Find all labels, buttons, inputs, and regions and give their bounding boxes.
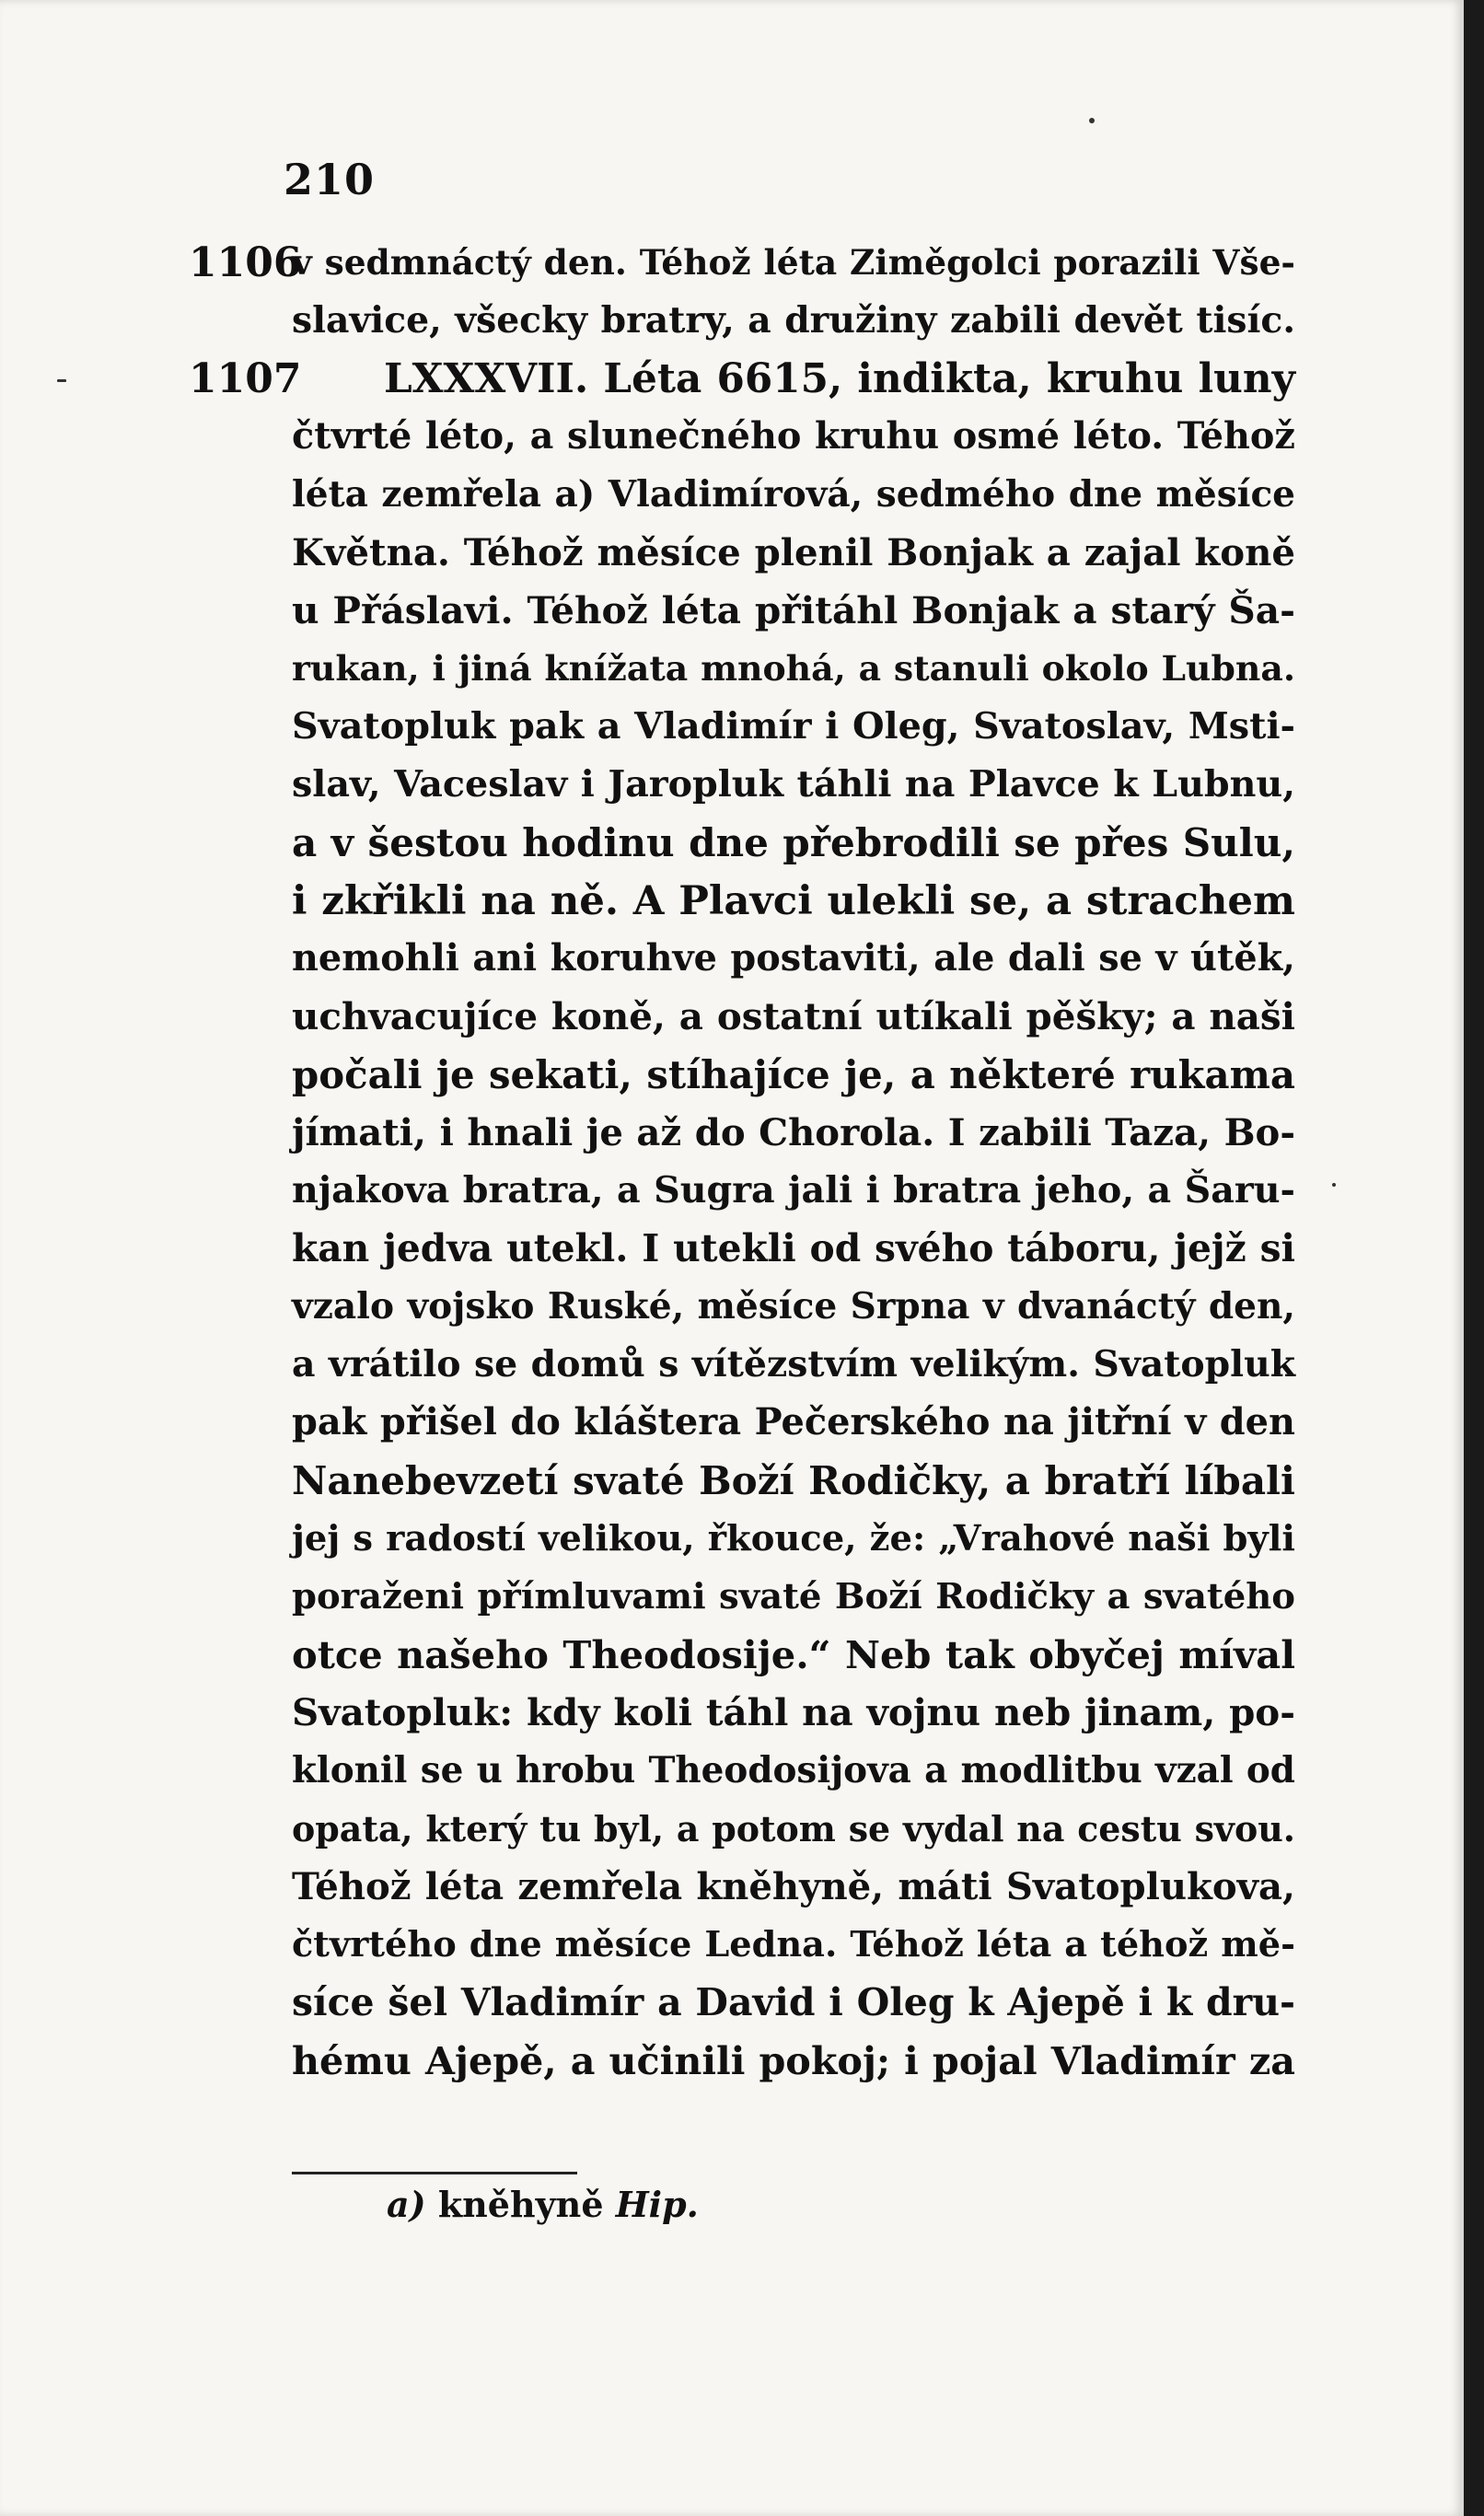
text-line: vzalo vojsko Ruské, měsíce Srpna v dvanáctý den, [292,1285,1295,1328]
text-line: Svatopluk: kdy koli táhl na vojnu neb jinam, po- [292,1690,1295,1734]
text-line: a v šestou hodinu dne přebrodili se přes Sulu, [292,819,1295,865]
text-line: slavice, všecky bratry, a družiny zabili devět tisíc. [292,299,1295,342]
text-line: jímati, i hnali je až do Chorola. I zabili Taza, Bo- [292,1111,1295,1154]
text-line: klonil se u hrobu Theodosijova a modlitbu vzal od [292,1749,1295,1791]
text-line: uchvacujíce koně, a ostatní utíkali pěšky; a naši [292,994,1295,1038]
text-line: počali je sekati, stíhajíce je, a některé rukama [292,1052,1295,1097]
paper-speck [1089,118,1095,123]
text-line: slav, Vaceslav i Jaropluk táhli na Plavce k Lubnu, [292,763,1295,806]
footnote-source: Hip. [615,2184,699,2225]
margin-year-1107: 1107 [189,355,302,402]
text-line: Května. Téhož měsíce plenil Bonjak a zajal koně [292,531,1295,574]
footnote-text: kněhyně [437,2184,604,2225]
page-edge-shadow [1464,0,1484,2516]
text-line: Nanebevzetí svaté Boží Rodičky, a bratří líbali [292,1458,1295,1503]
text-line: Svatopluk pak a Vladimír i Oleg, Svatoslav, Msti- [292,705,1295,748]
text-line: otce našeho Theodosije.“ Neb tak obyčej míval [292,1632,1295,1677]
text-line: poraženi přímluvami svaté Boží Rodičky a svatého [292,1576,1295,1617]
text-line: LXXXVII. Léta 6615, indikta, kruhu luny [384,355,1295,402]
text-line: a vrátilo se domů s vítězstvím velikým. Svatopluk [292,1343,1295,1386]
text-line: v sedmnáctý den. Téhož léta Ziměgolci porazili Vše- [292,242,1295,283]
text-line: síce šel Vladimír a David i Oleg k Ajepě i k dru- [292,1980,1295,2024]
text-line: nemohli ani koruhve postaviti, ale dali se v útěk, [292,937,1295,980]
margin-year-1106: 1106 [189,239,302,286]
paper-speck [1332,1183,1336,1187]
text-line: u Přáslavi. Téhož léta přitáhl Bonjak a starý Ša- [292,588,1295,632]
text-line: hému Ajepě, a učinili pokoj; i pojal Vladimír za [292,2038,1295,2083]
text-line: njakova bratra, a Sugra jali i bratra jeho, a Šaru- [292,1169,1295,1212]
footnote-rule [292,2172,577,2174]
text-line: opata, který tu byl, a potom se vydal na cestu svou. [292,1808,1295,1849]
text-line: rukan, i jiná knížata mnohá, a stanuli okolo Lubna. [292,648,1295,689]
text-line: čtvrté léto, a slunečného kruhu osmé léto. Téhož [292,415,1295,458]
text-line: Téhož léta zemřela kněhyně, máti Svatoplukova, [292,1865,1295,1908]
text-line: jej s radostí velikou, řkouce, že: „Vrahové naši byli [292,1518,1295,1559]
footnote [387,2184,699,2225]
text-line: kan jedva utekl. I utekli od svého táboru, jejž si [292,1226,1295,1270]
page-number: 210 [284,155,376,204]
paper-speck [57,379,66,382]
text-line: i zkřikli na ně. A Plavci ulekli se, a strachem [292,877,1295,924]
text-line: léta zemřela a) Vladimírová, sedmého dne měsíce [292,473,1295,516]
chronicle-text [292,234,1295,2090]
text-line: pak přišel do kláštera Pečerského na jitřní v den [292,1401,1295,1444]
text-line: čtvrtého dne měsíce Ledna. Téhož léta a téhož mě- [292,1924,1295,1965]
footnote-marker: a) [387,2184,426,2225]
